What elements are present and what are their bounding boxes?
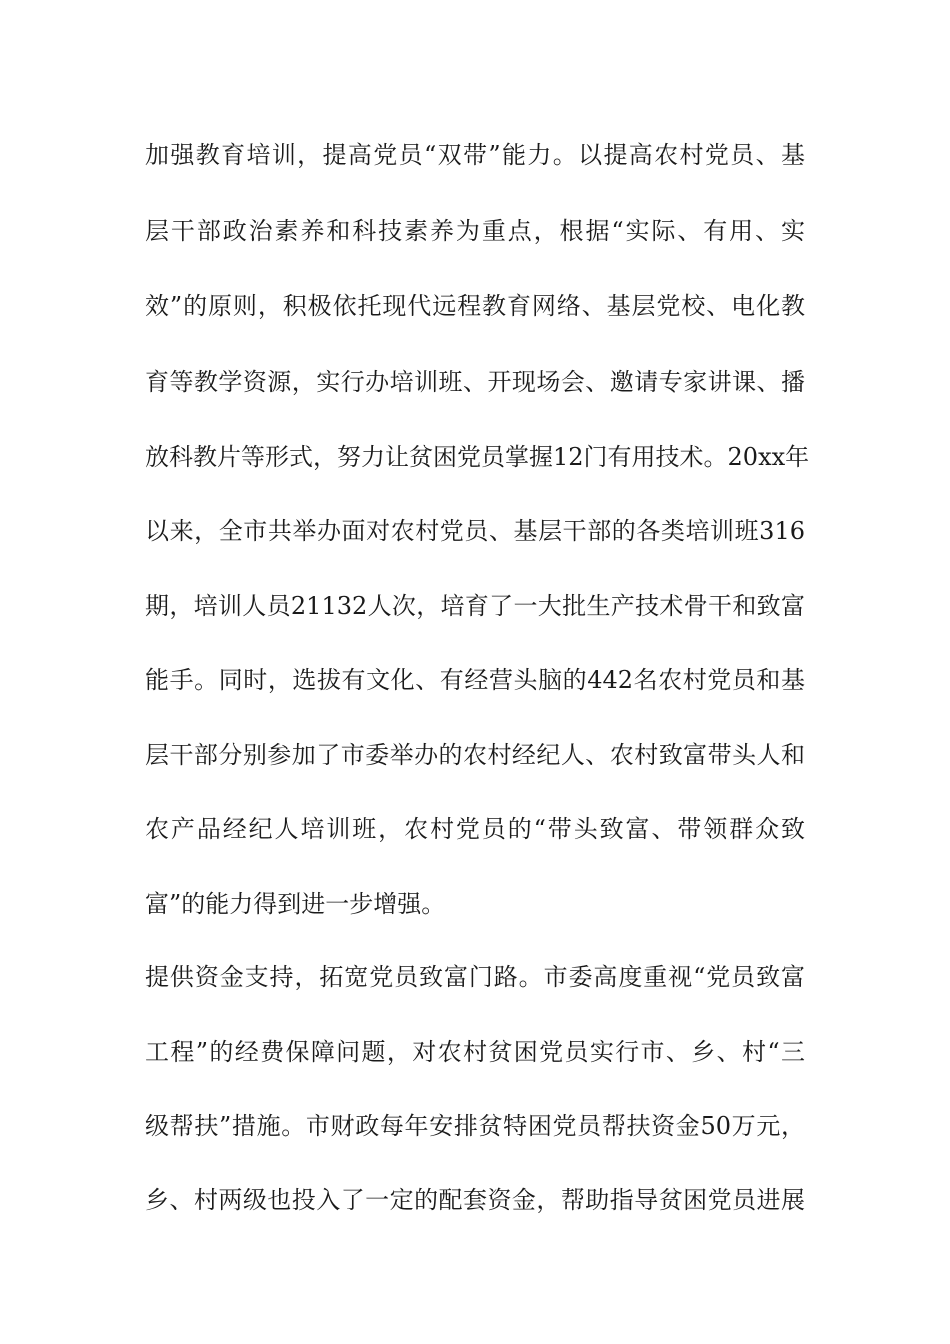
paragraph-1-line-11: 富”的能力得到进一步增强。 <box>145 890 446 918</box>
paragraph-1-line-5: 放科教片等形式，努力让贫困党员掌握12门有用技术。20xx年 <box>145 443 810 471</box>
paragraph-2-line-1: 提供资金支持，拓宽党员致富门路。市委高度重视“党员致富 <box>145 963 805 991</box>
paragraph-1-line-8: 能手。同时，选拔有文化、有经营头脑的442名农村党员和基 <box>145 666 805 694</box>
paragraph-1-line-2: 层干部政治素养和科技素养为重点，根据“实际、有用、实 <box>145 217 805 245</box>
paragraph-1-line-3: 效”的原则，积极依托现代远程教育网络、基层党校、电化教 <box>145 292 805 320</box>
paragraph-1-line-9: 层干部分别参加了市委举办的农村经纪人、农村致富带头人和 <box>145 741 805 769</box>
paragraph-1-line-10: 农产品经纪人培训班，农村党员的“带头致富、带领群众致 <box>145 815 805 843</box>
paragraph-1-line-6: 以来，全市共举办面对农村党员、基层干部的各类培训班316 <box>145 517 805 545</box>
paragraph-2-line-4: 乡、村两级也投入了一定的配套资金，帮助指导贫困党员进展 <box>145 1186 805 1214</box>
paragraph-2-line-2: 工程”的经费保障问题，对农村贫困党员实行市、乡、村“三 <box>145 1038 805 1066</box>
paragraph-2-line-3: 级帮扶”措施。市财政每年安排贫特困党员帮扶资金50万元， <box>145 1112 805 1140</box>
paragraph-1-line-4: 育等教学资源，实行办培训班、开现场会、邀请专家讲课、播 <box>145 368 805 396</box>
paragraph-1-line-7: 期，培训人员21132人次，培育了一大批生产技术骨干和致富 <box>145 592 805 620</box>
paragraph-1-line-1: 加强教育培训，提高党员“双带”能力。以提高农村党员、基 <box>145 141 805 169</box>
